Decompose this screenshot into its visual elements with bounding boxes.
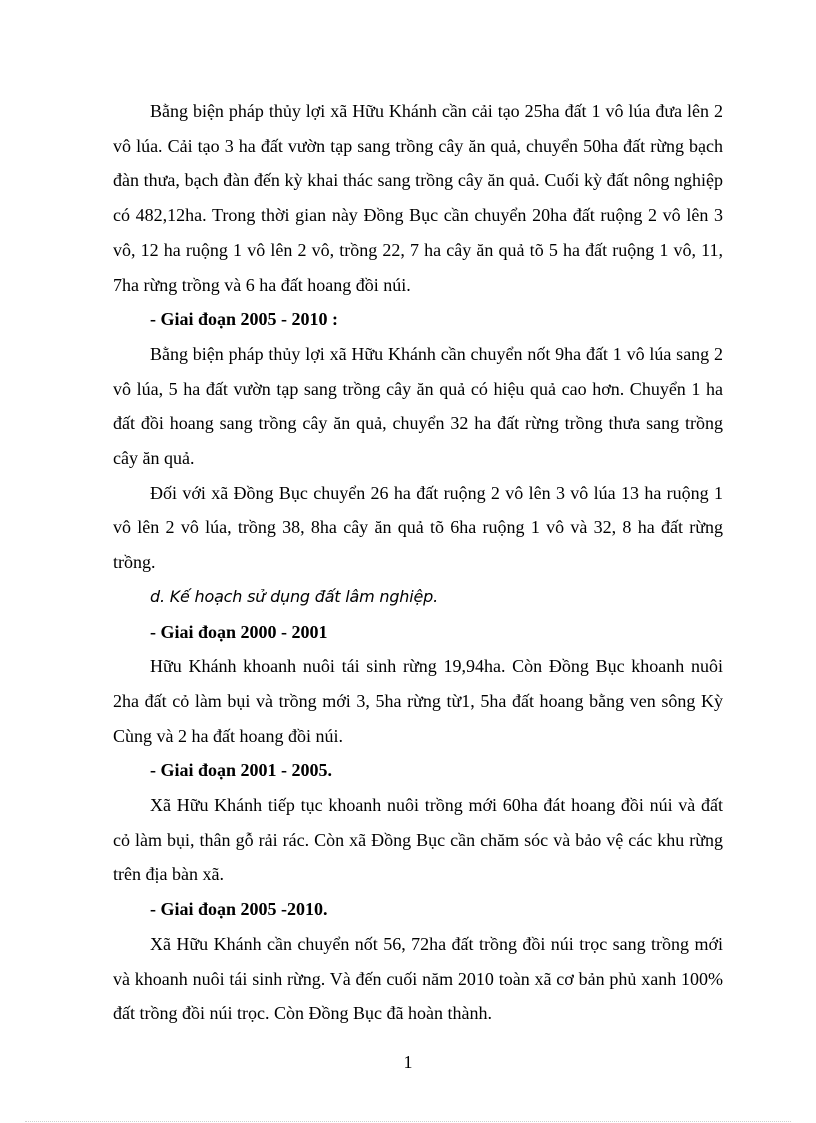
paragraph: Xã Hữu Khánh tiếp tục khoanh nuôi trồng mới 60ha đát hoang đồi núi và đất cỏ làm bụi, thân gỗ rải rác. Còn xã Đồng Bục cần chăm sóc và bảo vệ các khu rừng trên địa bàn xã. (113, 795, 723, 885)
paragraph: Đối với xã Đồng Bục chuyển 26 ha đất ruộng 2 vô lên 3 vô lúa 13 ha ruộng 1 vô lên 2 vô lúa, trồng 38, 8ha cây ăn quả tõ 6ha ruộng 1 vô và 32, 8 ha đất rừng trồng. (113, 482, 723, 573)
document-body (113, 94, 723, 1031)
section-heading: - Giai đoạn 2005 - 2010 : (150, 309, 339, 330)
paragraph: Bằng biện pháp thủy lợi xã Hữu Khánh cần chuyển nốt 9ha đất 1 vô lúa sang 2 vô lúa, 5 ha đất vườn tạp sang trồng cây ăn quả có hiệu quả cao hơn. Chuyển 1 ha đất đồi hoang sang trồng cây ăn quả, chuyển 32 ha đất rừng trồng thưa sang trồng cây ăn quả. (113, 343, 723, 469)
subsection-title: d. Kế hoạch sử dụng đất lâm nghiệp. (150, 586, 438, 606)
section-heading: - Giai đoạn 2000 - 2001 (150, 621, 328, 642)
page-bottom-divider (25, 1121, 791, 1122)
section-heading: - Giai đoạn 2005 -2010. (150, 899, 328, 920)
section-heading: - Giai đoạn 2001 - 2005. (150, 760, 333, 781)
paragraph: Hữu Khánh khoanh nuôi tái sinh rừng 19,94ha. Còn Đồng Bục khoanh nuôi 2ha đất cỏ làm bụi và trồng mới 3, 5ha rừng từ1, 5ha đất hoang bằng ven sông Kỳ Cùng và 2 ha đất hoang đồi núi. (113, 656, 723, 746)
paragraph: Xã Hữu Khánh cần chuyển nốt 56, 72ha đất trồng đồi núi trọc sang trồng mới và khoanh nuôi tái sinh rừng. Và đến cuối năm 2010 toàn xã cơ bản phủ xanh 100% đất trồng đồi núi trọc. Còn Đồng Bục đã hoàn thành. (113, 933, 723, 1024)
paragraph: Bằng biện pháp thủy lợi xã Hữu Khánh cần cải tạo 25ha đất 1 vô lúa đưa lên 2 vô lúa. Cải tạo 3 ha đất vườn tạp sang trồng cây ăn quả, chuyển 50ha đất rừng bạch đàn thưa, bạch đàn đến kỳ khai thác sang trồng cây ăn quả. Cuối kỳ đất nông nghiệp có 482,12ha. Trong thời gian này Đồng Bục cần chuyển 20ha đất ruộng 2 vô lên 3 vô, 12 ha ruộng 1 vô lên 2 vô, trồng 22, 7 ha cây ăn quả tõ 5 ha đất ruộng 1 vô, 11, 7ha rừng trồng và 6 ha đất hoang đồi núi. (113, 101, 723, 295)
page-number: 1 (403, 1052, 413, 1072)
